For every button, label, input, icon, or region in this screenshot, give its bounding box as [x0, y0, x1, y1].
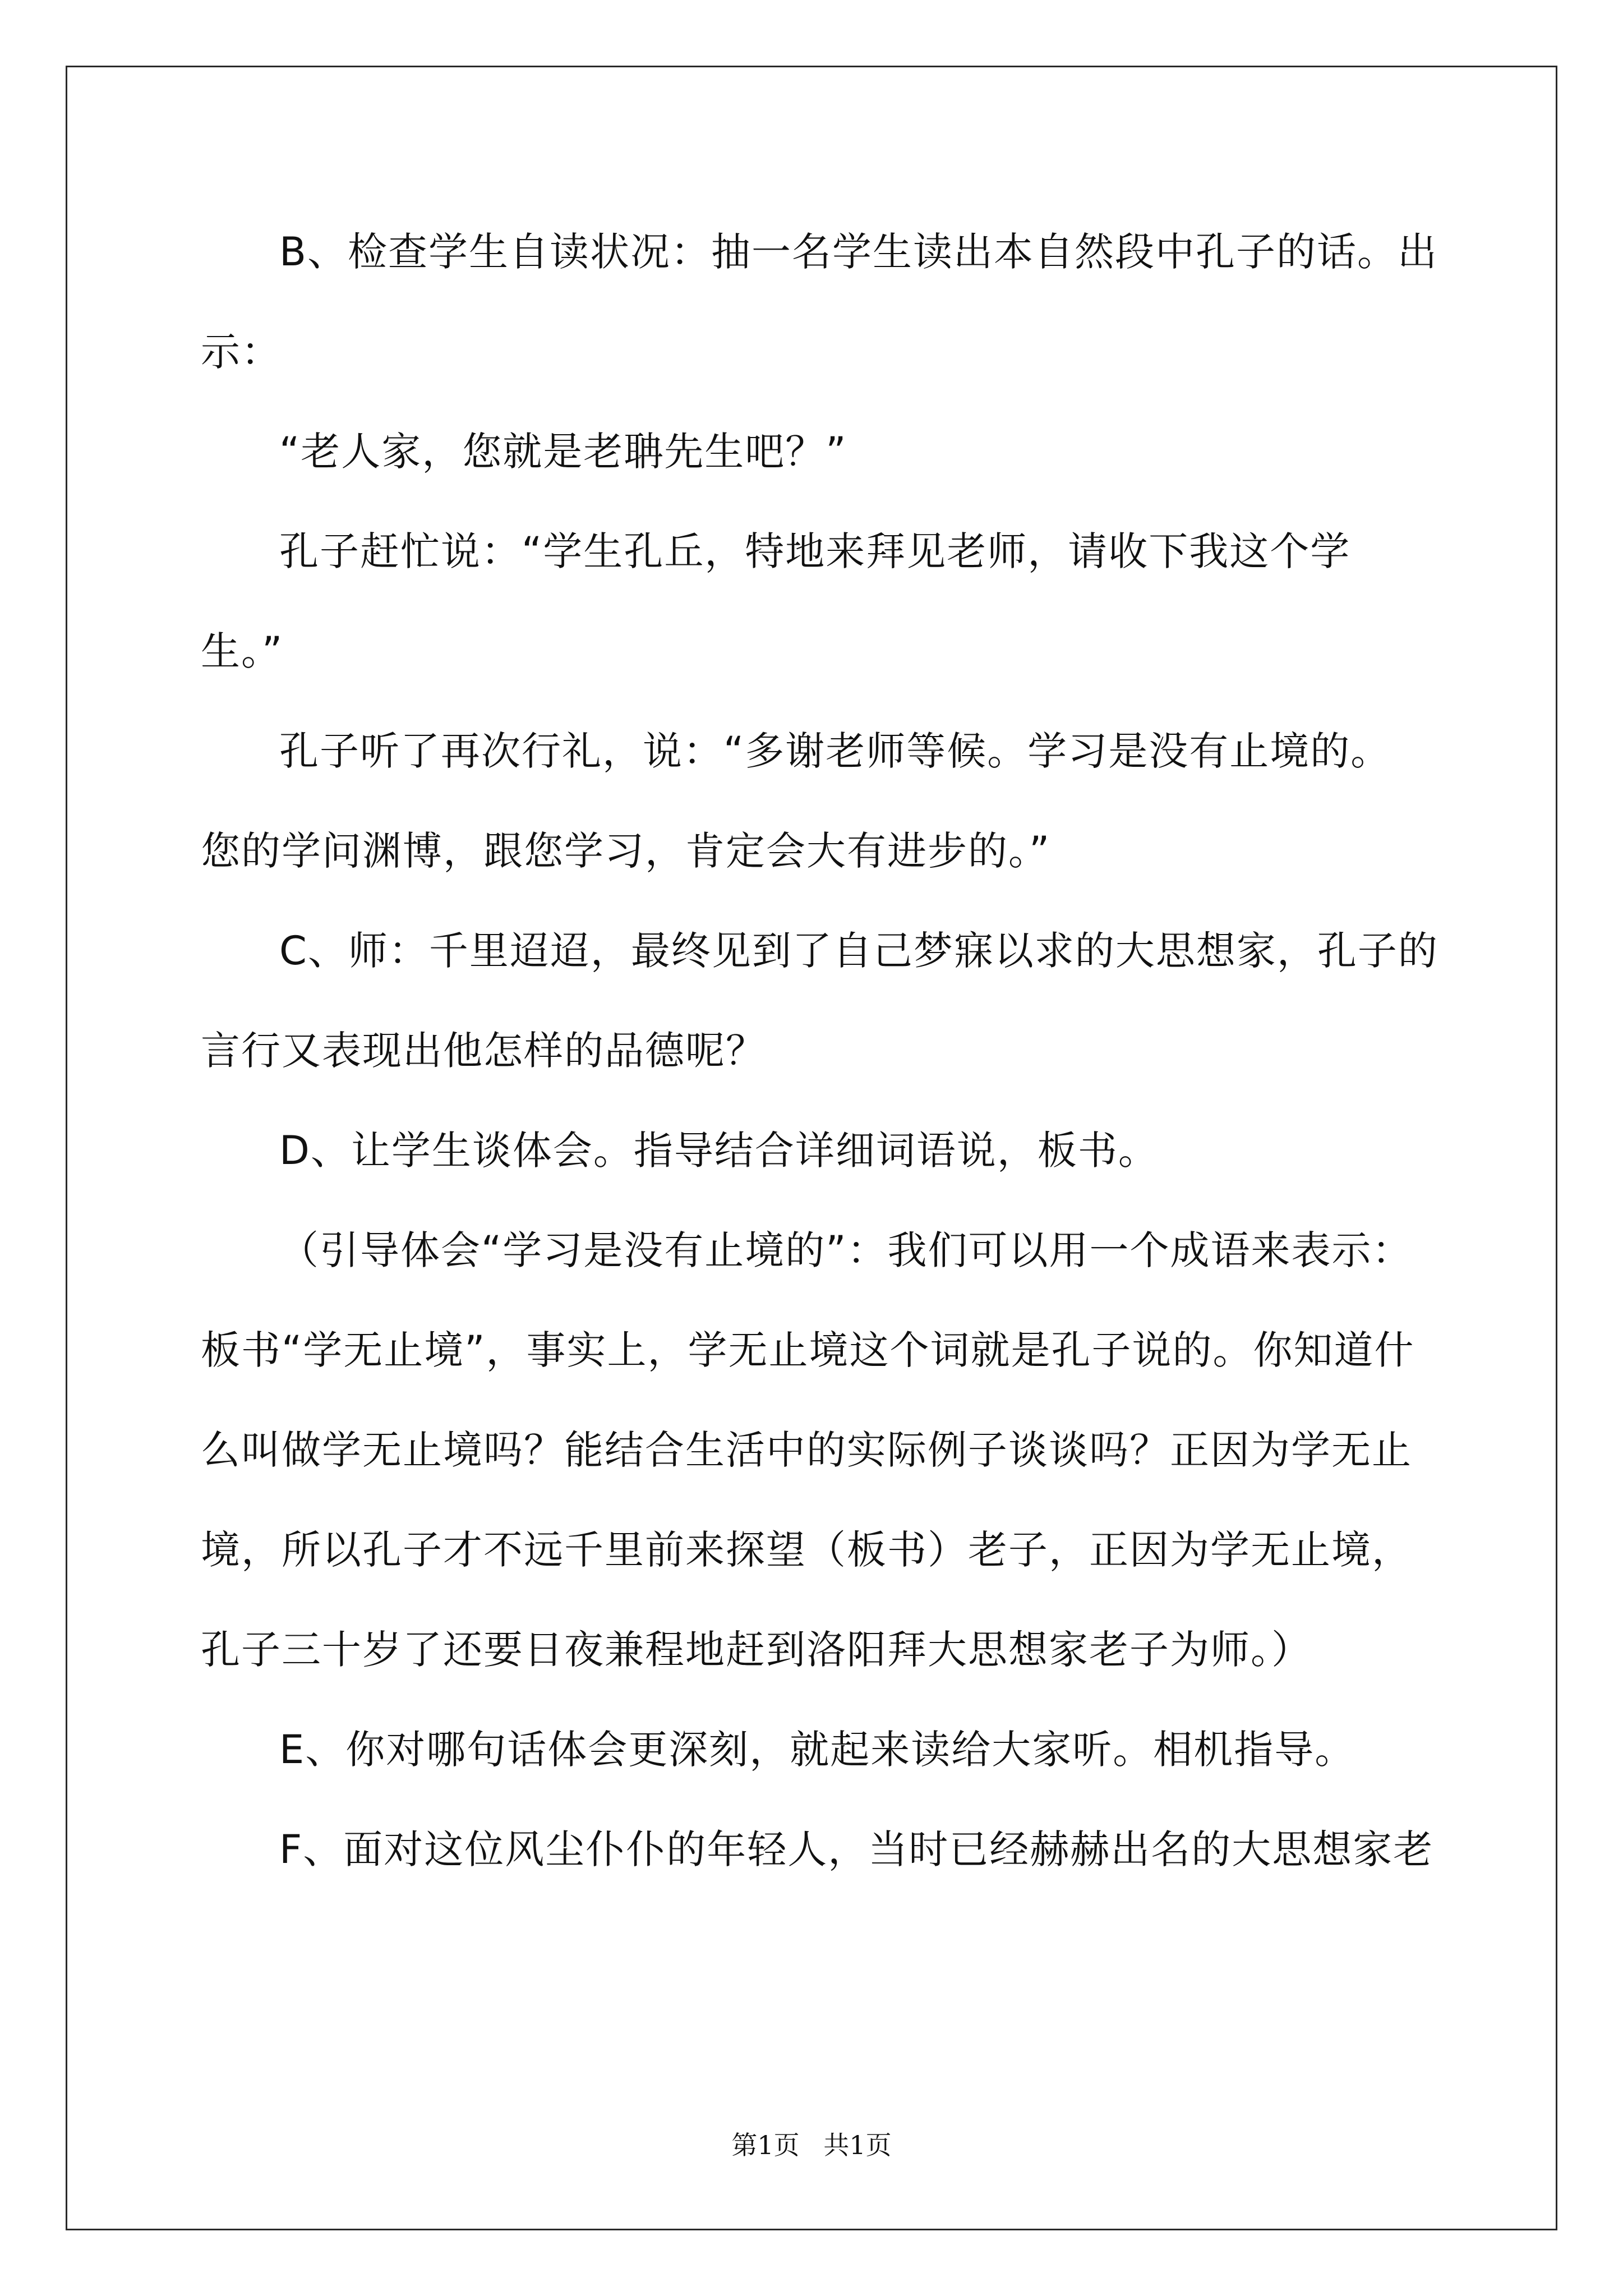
quote-thanks-first-line: 孔子听了再次行礼，说：“多谢老师等候。学习是没有止境的。: [279, 728, 1391, 774]
paragraph-c-second-line: 言行又表现出他怎样的品德呢？: [201, 1028, 766, 1074]
paragraph-d: D、让学生谈体会。指导结合详细词语说，板书。: [279, 1128, 1159, 1174]
paragraph-guide-line-5: 孔子三十岁了还要日夜兼程地赶到洛阳拜大思想家老子为师。）: [201, 1627, 1312, 1673]
document-body: [201, 202, 1438, 1899]
paragraph-guide-line-4: 境，所以孔子才不远千里前来探望（板书）老子，正因为学无止境，: [201, 1527, 1412, 1573]
quote-thanks-second-line: 您的学问渊博，跟您学习，肯定会大有进步的。”: [201, 828, 1051, 874]
paragraph-f: F、面对这位风尘仆仆的年轻人，当时已经赫赫出名的大思想家老: [279, 1826, 1434, 1872]
paragraph-b-second-line: 示：: [201, 329, 282, 375]
paragraph-b-first-line: B、检查学生自读状况：抽一名学生读出本自然段中孔子的话。出: [279, 229, 1438, 275]
paragraph-guide-line-1: （引导体会“学习是没有止境的”：我们可以用一个成语来表示：: [279, 1227, 1413, 1273]
paragraph-c-first-line: C、师：千里迢迢，最终见到了自己梦寐以求的大思想家，孔子的: [279, 928, 1438, 974]
paragraph-e: E、你对哪句话体会更深刻，就起来读给大家听。相机指导。: [279, 1727, 1355, 1773]
quote-laodan: “老人家，您就是老聃先生吧？”: [279, 429, 847, 475]
quote-kongzi-first-line: 孔子赶忙说：“学生孔丘，特地来拜见老师，请收下我这个学: [279, 528, 1351, 574]
page-number: 第1页: [731, 2130, 800, 2160]
page-total: 共1页: [823, 2130, 892, 2160]
paragraph-guide-line-3: 么叫做学无止境吗？能结合生活中的实际例子谈谈吗？正因为学无止: [201, 1427, 1412, 1473]
paragraph-guide-line-2: 板书“学无止境”，事实上，学无止境这个词就是孔子说的。你知道什: [201, 1327, 1415, 1373]
quote-kongzi-second-line: 生。”: [201, 628, 284, 674]
page-footer: [0, 2125, 1623, 2162]
